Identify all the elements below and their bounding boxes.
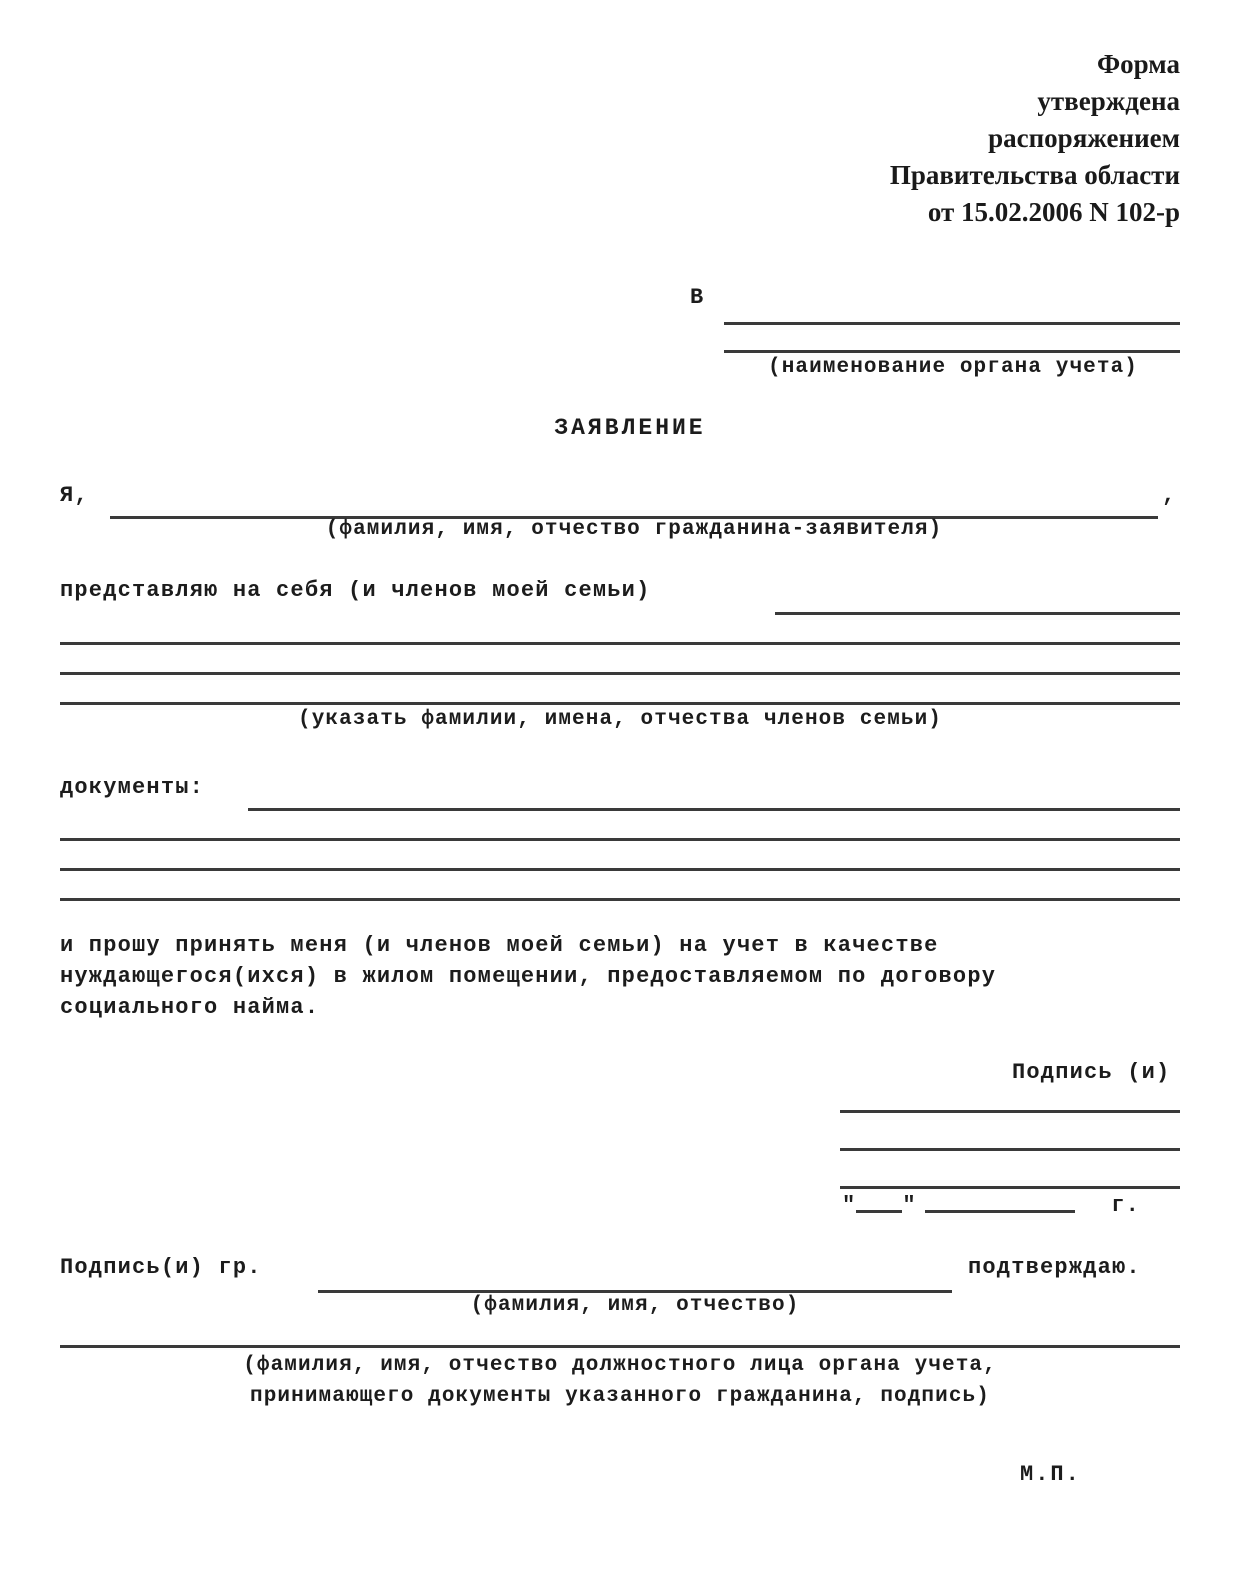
approval-line-3: распоряжением [988, 123, 1180, 153]
request-line-3: социального найма. [60, 995, 320, 1020]
stamp-placeholder: М.П. [1020, 1462, 1081, 1487]
family-members-caption: (указать фамилии, имена, отчества членов семьи) [298, 708, 942, 731]
documents-field-line-4[interactable] [60, 898, 1180, 901]
page-title: ЗАЯВЛЕНИЕ [554, 415, 706, 441]
organ-prefix-label: В [690, 285, 705, 310]
date-day-field[interactable] [856, 1192, 902, 1213]
official-signature-field[interactable] [60, 1345, 1180, 1348]
applicant-trailing-comma: , [1162, 483, 1177, 508]
date-quote-open: " [842, 1193, 857, 1218]
official-caption-line-1: (фамилия, имя, отчество должностного лица органа учета, [243, 1354, 997, 1377]
official-caption-line-2: принимающего документы указанного гражданина, подпись) [250, 1385, 990, 1408]
family-field-line-4[interactable] [60, 702, 1180, 705]
approval-line-2: утверждена [1037, 86, 1180, 116]
confirmation-fullname-field[interactable] [318, 1290, 952, 1293]
approval-header [760, 46, 1180, 231]
family-field-line-2[interactable] [60, 642, 1180, 645]
request-paragraph [60, 930, 1190, 1023]
confirmation-suffix: подтверждаю. [968, 1255, 1141, 1280]
approval-line-1: Форма [1096, 49, 1180, 79]
documents-field-line-3[interactable] [60, 868, 1180, 871]
applicant-fullname-caption: (фамилия, имя, отчество гражданина-заявителя) [325, 518, 943, 541]
request-line-1: и прошу принять меня (и членов моей семьи) на учет в качестве [60, 933, 939, 958]
signature-date-line[interactable] [842, 1192, 1182, 1218]
family-field-line-1[interactable] [775, 612, 1180, 615]
documents-label: документы: [60, 775, 205, 800]
confirmation-fullname-caption: (фамилия, имя, отчество) [470, 1294, 800, 1317]
approval-line-4: Правительства области [889, 160, 1180, 190]
signature-field-line-1[interactable] [840, 1110, 1180, 1113]
date-year-suffix: г. [1111, 1193, 1141, 1218]
signature-field-line-2[interactable] [840, 1148, 1180, 1151]
organ-name-caption: (наименование органа учета) [768, 356, 1138, 379]
signature-field-line-3[interactable] [840, 1186, 1180, 1189]
organ-name-field-line-2[interactable] [724, 350, 1180, 353]
official-caption [60, 1350, 1180, 1412]
approval-line-5: от 15.02.2006 N 102-р [927, 197, 1180, 227]
confirmation-label: Подпись(и) гр. [60, 1255, 262, 1280]
date-quote-close: " [902, 1193, 917, 1218]
documents-field-line-1[interactable] [248, 808, 1180, 811]
request-line-2: нуждающегося(ихся) в жилом помещении, предоставляемом по договору [60, 964, 997, 989]
applicant-prefix-label: Я, [60, 483, 89, 508]
organ-name-field-line-1[interactable] [724, 322, 1180, 325]
signature-label: Подпись (и) [1012, 1060, 1171, 1085]
documents-field-line-2[interactable] [60, 838, 1180, 841]
family-field-line-3[interactable] [60, 672, 1180, 675]
date-month-field[interactable] [925, 1192, 1075, 1213]
family-submit-label: представляю на себя (и членов моей семьи) [60, 578, 651, 603]
